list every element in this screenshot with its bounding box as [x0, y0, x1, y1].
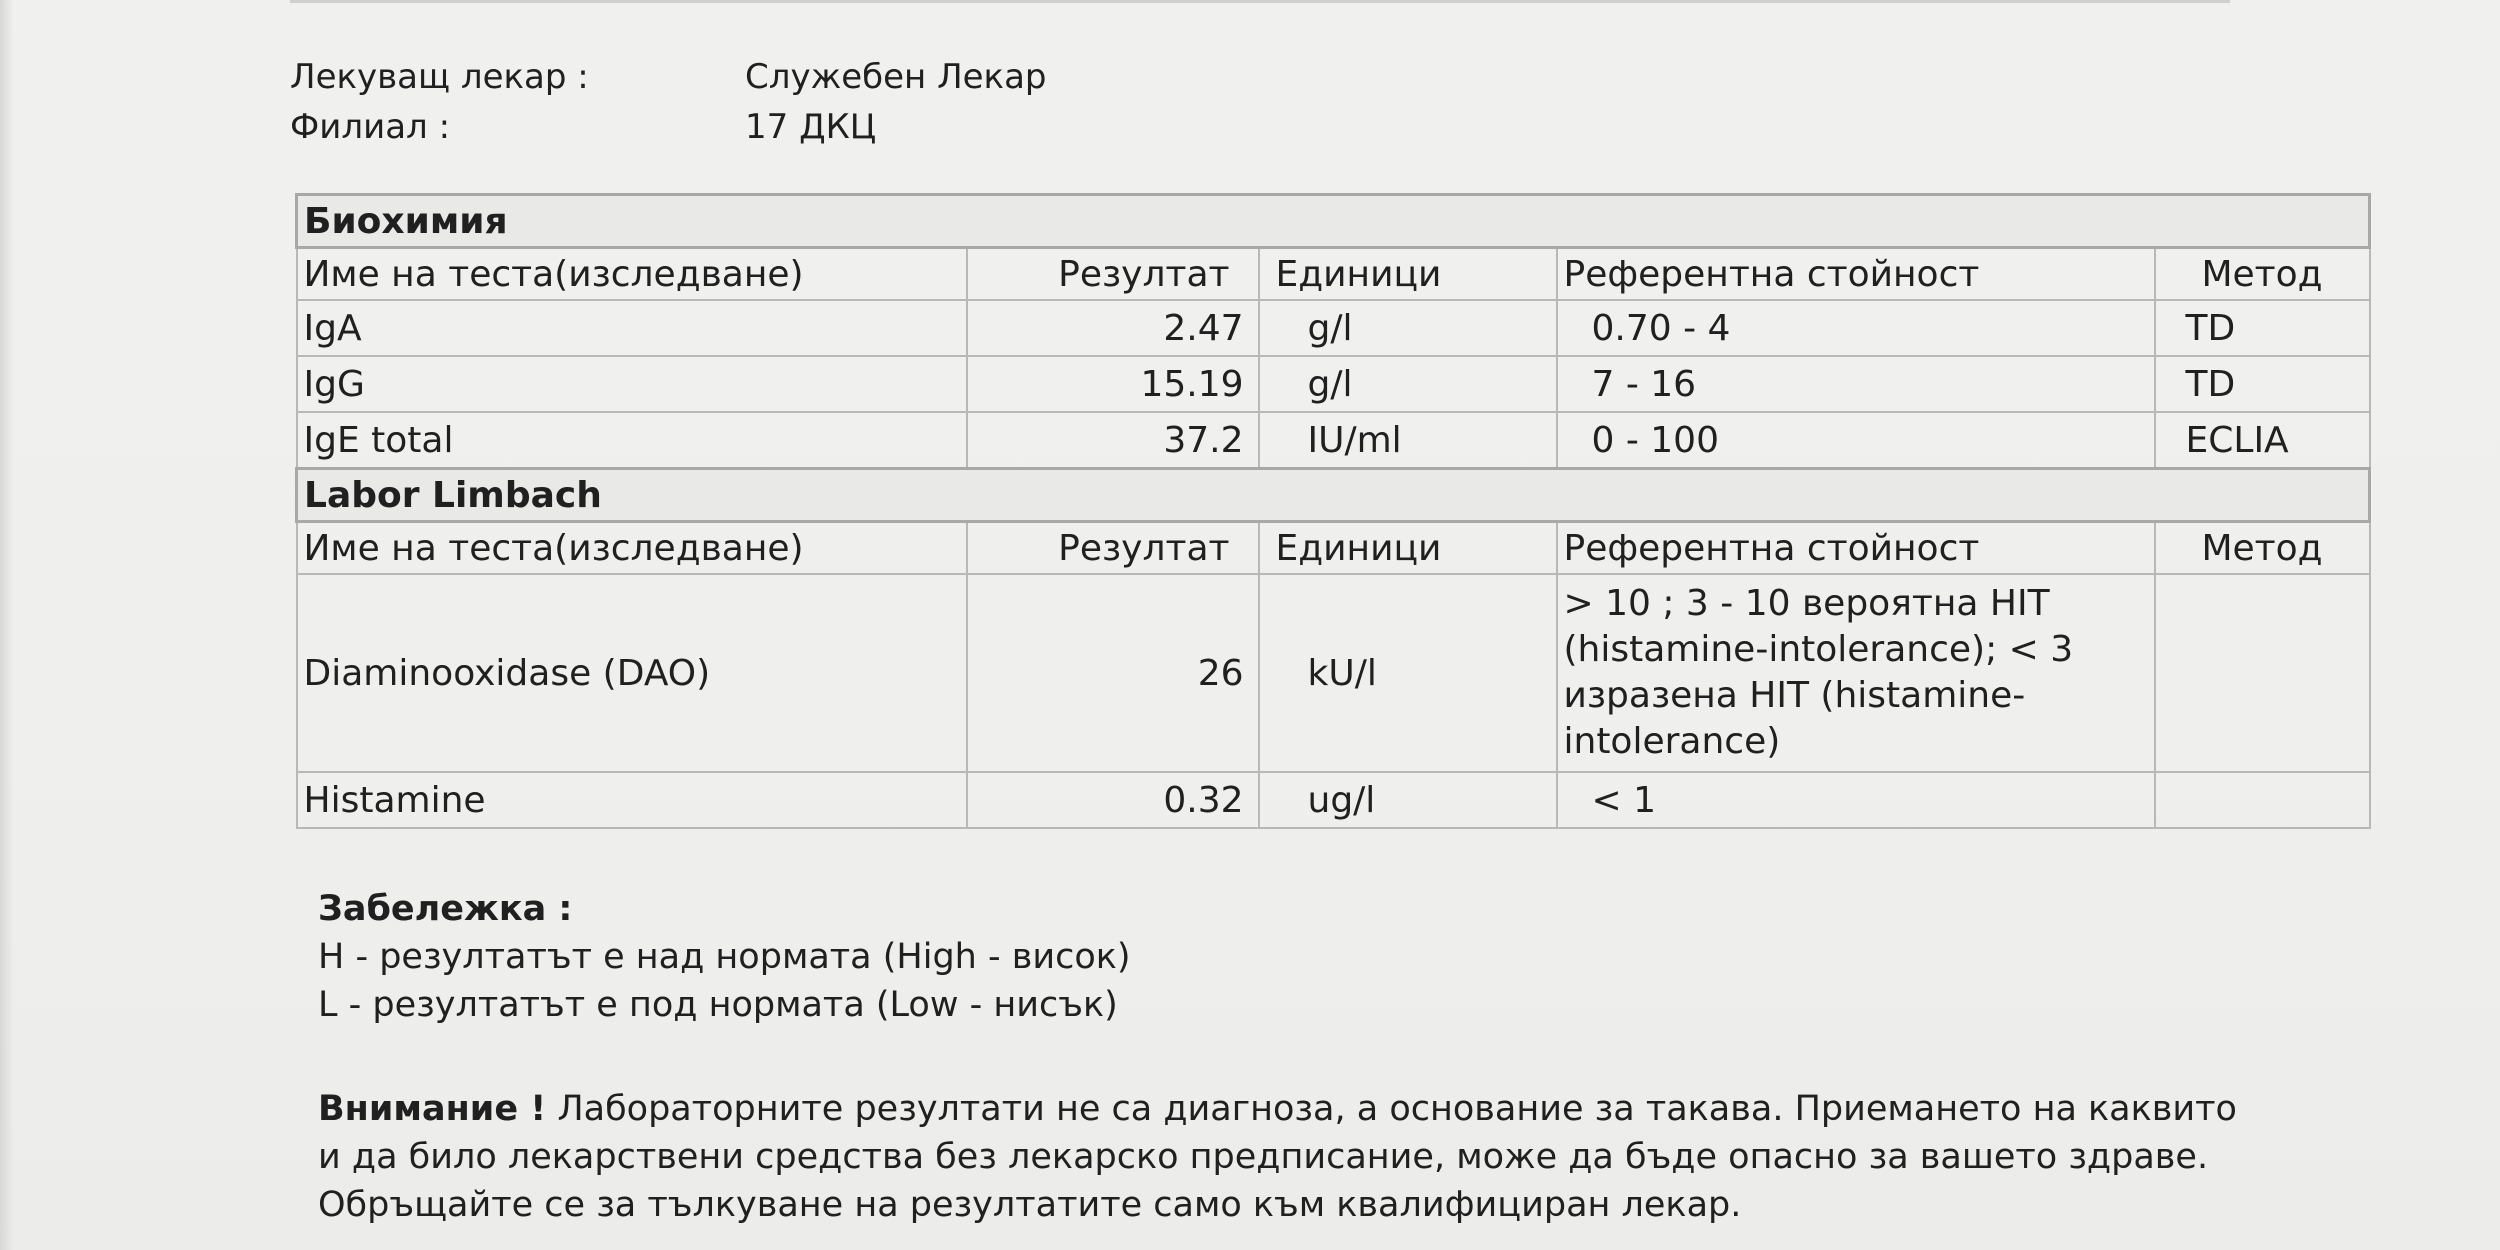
test-name: Histamine — [297, 772, 967, 828]
doctor-row — [290, 52, 1047, 102]
test-units: g/l — [1259, 356, 1557, 412]
col-header-method: Метод — [2155, 522, 2370, 575]
col-header-units: Единици — [1259, 522, 1557, 575]
note-low: L - резултатът е под нормата (Low - нисък) — [318, 985, 1118, 1025]
branch-row — [290, 102, 1047, 152]
test-name: Diaminooxidase (DAO) — [297, 574, 967, 772]
col-header-result: Резултат — [967, 522, 1259, 575]
column-header-row — [297, 522, 2370, 575]
page-edge-shadow — [0, 0, 14, 1250]
column-header-row — [297, 248, 2370, 301]
test-result: 26 — [967, 574, 1259, 772]
doctor-label: Лекуващ лекар : — [290, 57, 589, 97]
col-header-method: Метод — [2155, 248, 2370, 301]
table-row — [297, 412, 2370, 469]
table-row — [297, 300, 2370, 356]
note-title: Забележка : — [318, 889, 573, 929]
test-units: IU/ml — [1259, 412, 1557, 469]
test-result: 15.19 — [967, 356, 1259, 412]
section-title: Биохимия — [297, 195, 2370, 248]
legend-note — [318, 885, 1131, 1029]
col-header-result: Резултат — [967, 248, 1259, 301]
test-units: kU/l — [1259, 574, 1557, 772]
note-high: H - резултатът е над нормата (High - висок) — [318, 937, 1131, 977]
test-units: ug/l — [1259, 772, 1557, 828]
col-header-reference: Референтна стойност — [1557, 522, 2155, 575]
test-reference: < 1 — [1557, 772, 2155, 828]
test-method: TD — [2155, 300, 2370, 356]
section-header-biochemistry — [297, 195, 2370, 248]
test-result: 37.2 — [967, 412, 1259, 469]
test-method: TD — [2155, 356, 2370, 412]
test-method — [2155, 772, 2370, 828]
branch-label: Филиал : — [290, 107, 451, 147]
table-row — [297, 356, 2370, 412]
col-header-units: Единици — [1259, 248, 1557, 301]
section-header-labor-limbach — [297, 469, 2370, 522]
lab-results-table — [295, 193, 2371, 829]
warning-title: Внимание ! — [318, 1089, 547, 1129]
test-result: 2.47 — [967, 300, 1259, 356]
col-header-name: Име на теста(изследване) — [297, 248, 967, 301]
test-method — [2155, 574, 2370, 772]
test-reference: 7 - 16 — [1557, 356, 2155, 412]
col-header-name: Име на теста(изследване) — [297, 522, 967, 575]
table-row — [297, 772, 2370, 828]
disclaimer — [318, 1085, 2268, 1229]
col-header-reference: Референтна стойност — [1557, 248, 2155, 301]
section-title: Labor Limbach — [297, 469, 2370, 522]
branch-value: 17 ДКЦ — [745, 107, 877, 147]
test-name: IgA — [297, 300, 967, 356]
table-row — [297, 574, 2370, 772]
test-result: 0.32 — [967, 772, 1259, 828]
report-meta — [290, 52, 1047, 152]
test-name: IgG — [297, 356, 967, 412]
top-divider — [290, 0, 2230, 3]
test-name: IgE total — [297, 412, 967, 469]
test-reference: 0.70 - 4 — [1557, 300, 2155, 356]
test-reference: 0 - 100 — [1557, 412, 2155, 469]
warning-text: Лабораторните резултати не са диагноза, а основание за такава. Приемането на каквито и да било лекарствени средства без лекарско предписание, може да бъде опасно за вашето здраве. Обръщайте се за тълкуване на резултатите само към квалифициран лекар. — [318, 1089, 2237, 1225]
doctor-value: Служебен Лекар — [745, 57, 1047, 97]
test-reference: > 10 ; 3 - 10 вероятна HIT (histamine-intolerance); < 3 изразена HIT (histamine-intolerance) — [1557, 574, 2155, 772]
test-units: g/l — [1259, 300, 1557, 356]
test-method: ECLIA — [2155, 412, 2370, 469]
